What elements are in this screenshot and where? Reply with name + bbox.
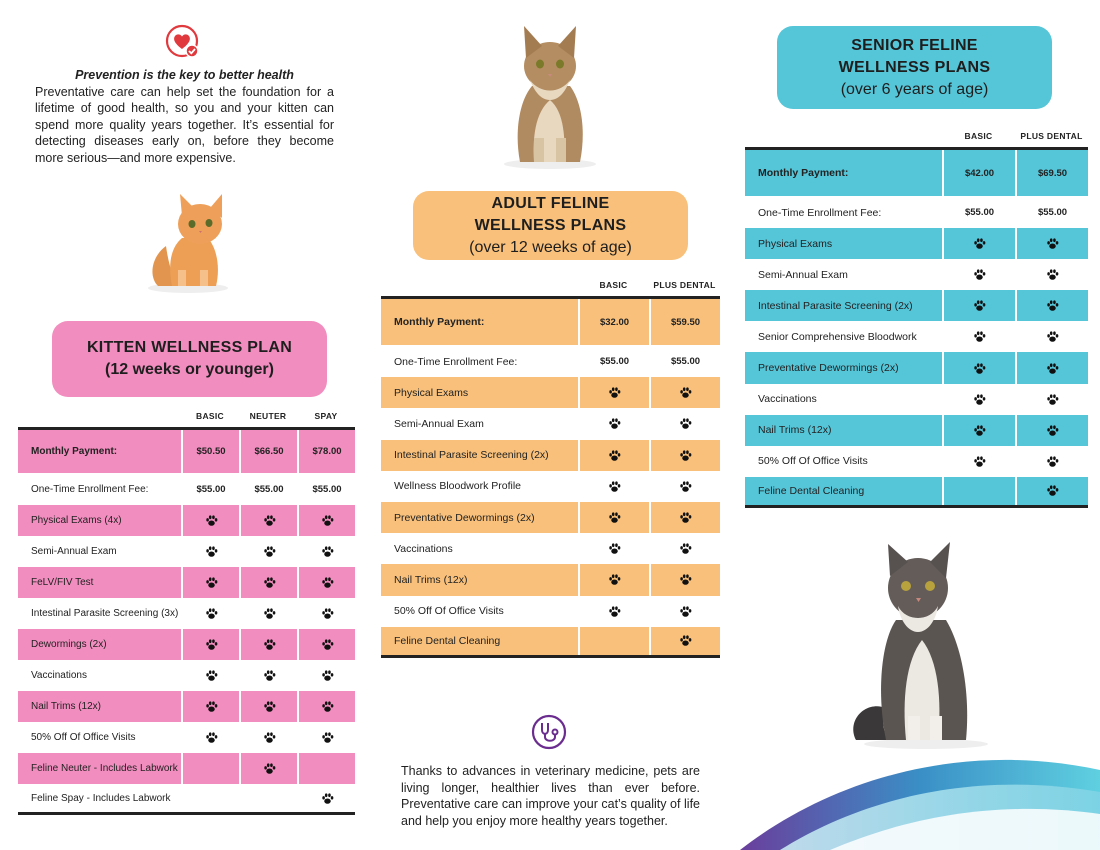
- enrollment-fee-row: [18, 474, 355, 505]
- included-cell: [181, 660, 239, 691]
- paw-icon: [1046, 268, 1059, 281]
- benefit-row: [745, 321, 1088, 352]
- included-cell: [942, 384, 1015, 415]
- column-headers: [381, 274, 720, 296]
- paw-icon: [263, 731, 276, 744]
- paw-icon: [205, 638, 218, 651]
- adult-title-line1: ADULT FELINE: [491, 194, 610, 212]
- included-cell: [297, 598, 355, 629]
- included-cell: [1015, 415, 1088, 446]
- paw-icon: [321, 607, 334, 620]
- paw-icon: [321, 638, 334, 651]
- row-label: Physical Exams: [758, 237, 833, 250]
- benefit-row: [18, 505, 355, 536]
- adult-title-line3: (over 12 weeks of age): [469, 238, 632, 256]
- included-cell: [942, 321, 1015, 352]
- included-cell: [239, 691, 297, 722]
- benefit-row: [18, 753, 355, 784]
- row-label: Monthly Payment:: [758, 167, 849, 179]
- included-cell: [1015, 290, 1088, 321]
- included-cell: [1015, 259, 1088, 290]
- included-cell: [942, 228, 1015, 259]
- benefit-row: [381, 408, 720, 439]
- paw-icon: [263, 514, 276, 527]
- column-header: BASIC: [964, 131, 993, 141]
- paw-icon: [321, 576, 334, 589]
- paw-icon: [973, 393, 986, 406]
- monthly-payment-row: [381, 296, 720, 346]
- included-cell: [578, 408, 649, 439]
- wave-decoration: [740, 740, 1100, 850]
- row-label: Physical Exams: [394, 386, 469, 399]
- row-label: Physical Exams (4x): [31, 515, 122, 526]
- included-cell: [239, 722, 297, 753]
- row-label: Feline Neuter - Includes Labwork: [31, 763, 178, 774]
- included-cell: [578, 596, 649, 627]
- benefit-row: [381, 627, 720, 658]
- empty-cell: [297, 753, 355, 784]
- paw-icon: [263, 700, 276, 713]
- enrollment-fee-row: [745, 197, 1088, 228]
- adult-plan-title: [413, 191, 688, 260]
- included-cell: [578, 564, 649, 595]
- included-cell: [239, 598, 297, 629]
- column-header: NEUTER: [249, 411, 287, 421]
- included-cell: [649, 627, 720, 655]
- paw-icon: [321, 669, 334, 682]
- included-cell: [1015, 477, 1088, 505]
- row-label: Feline Dental Cleaning: [394, 634, 501, 647]
- kitten-title-line2: (12 weeks or younger): [105, 361, 274, 378]
- paw-icon: [1046, 237, 1059, 250]
- price-cell: $55.00: [1015, 197, 1088, 228]
- included-cell: [181, 505, 239, 536]
- benefit-row: [381, 533, 720, 564]
- paw-icon: [1046, 330, 1059, 343]
- included-cell: [181, 536, 239, 567]
- included-cell: [649, 377, 720, 408]
- monthly-payment-row: [745, 147, 1088, 197]
- paw-icon: [608, 542, 621, 555]
- row-label: Preventative Dewormings (2x): [394, 511, 535, 524]
- paw-icon: [679, 449, 692, 462]
- row-label: Feline Dental Cleaning: [758, 484, 865, 497]
- price-cell: $78.00: [297, 430, 355, 473]
- benefit-row: [745, 259, 1088, 290]
- senior-title-line1: SENIOR FELINE: [851, 36, 978, 54]
- benefit-row: [381, 596, 720, 627]
- included-cell: [649, 564, 720, 595]
- senior-cat-photo: [846, 540, 996, 750]
- included-cell: [942, 352, 1015, 383]
- benefit-row: [745, 352, 1088, 383]
- included-cell: [942, 290, 1015, 321]
- row-label: Nail Trims (12x): [394, 573, 468, 586]
- column-headers: [18, 405, 355, 427]
- included-cell: [239, 567, 297, 598]
- benefit-row: [381, 502, 720, 533]
- paw-icon: [321, 514, 334, 527]
- price-cell: $59.50: [649, 299, 720, 345]
- row-label: One-Time Enrollment Fee:: [394, 355, 518, 368]
- benefit-row: [18, 784, 355, 815]
- intro-body: Preventative care can help set the foundation for a lifetime of good health, so you and your kitten can spend more quality years together. It’s essential for detecting diseases early on, before they become more serious—and more expensive.: [35, 84, 334, 165]
- monthly-payment-row: [18, 427, 355, 474]
- included-cell: [239, 505, 297, 536]
- price-cell: $55.00: [942, 197, 1015, 228]
- paw-icon: [205, 576, 218, 589]
- benefit-row: [381, 471, 720, 502]
- included-cell: [942, 446, 1015, 477]
- row-label: 50% Off Of Office Visits: [31, 732, 136, 743]
- included-cell: [578, 502, 649, 533]
- included-cell: [1015, 321, 1088, 352]
- row-label: Feline Spay - Includes Labwork: [31, 792, 171, 804]
- price-cell: $66.50: [239, 430, 297, 473]
- included-cell: [239, 536, 297, 567]
- empty-cell: [578, 627, 649, 655]
- row-label: One-Time Enrollment Fee:: [758, 206, 882, 219]
- paw-icon: [608, 386, 621, 399]
- senior-plan-title: [777, 26, 1052, 109]
- price-cell: $69.50: [1015, 150, 1088, 196]
- row-label: Wellness Bloodwork Profile: [394, 480, 522, 493]
- paw-icon: [1046, 484, 1059, 497]
- empty-cell: [239, 784, 297, 812]
- included-cell: [297, 505, 355, 536]
- adult-title-line2: WELLNESS PLANS: [474, 216, 627, 234]
- paw-icon: [1046, 299, 1059, 312]
- benefit-row: [745, 415, 1088, 446]
- column-header: BASIC: [196, 411, 224, 421]
- row-label: Vaccinations: [394, 542, 453, 555]
- empty-cell: [942, 477, 1015, 505]
- row-label: Intestinal Parasite Screening (2x): [394, 449, 549, 462]
- paw-icon: [205, 700, 218, 713]
- row-label: Intestinal Parasite Screening (2x): [758, 299, 913, 312]
- included-cell: [1015, 352, 1088, 383]
- included-cell: [942, 259, 1015, 290]
- paw-icon: [321, 545, 334, 558]
- row-label: Preventative Dewormings (2x): [758, 362, 899, 375]
- paw-icon: [608, 605, 621, 618]
- paw-icon: [205, 669, 218, 682]
- senior-plan-table: [745, 125, 1088, 508]
- benefit-row: [381, 440, 720, 471]
- included-cell: [578, 471, 649, 502]
- paw-icon: [973, 455, 986, 468]
- empty-cell: [181, 784, 239, 812]
- benefit-row: [381, 377, 720, 408]
- price-cell: $55.00: [239, 474, 297, 505]
- paw-icon: [1046, 362, 1059, 375]
- row-label: Vaccinations: [31, 670, 87, 681]
- included-cell: [1015, 384, 1088, 415]
- included-cell: [239, 629, 297, 660]
- included-cell: [297, 660, 355, 691]
- included-cell: [649, 408, 720, 439]
- senior-title-line3: (over 6 years of age): [840, 80, 989, 98]
- paw-icon: [679, 480, 692, 493]
- paw-icon: [973, 330, 986, 343]
- row-label: Monthly Payment:: [31, 446, 118, 457]
- paw-icon: [973, 237, 986, 250]
- row-label: Nail Trims (12x): [758, 424, 832, 437]
- included-cell: [942, 415, 1015, 446]
- paw-icon: [1046, 393, 1059, 406]
- included-cell: [578, 377, 649, 408]
- row-label: 50% Off Of Office Visits: [394, 605, 504, 618]
- included-cell: [239, 660, 297, 691]
- paw-icon: [263, 762, 276, 775]
- included-cell: [297, 722, 355, 753]
- stethoscope-icon: [531, 714, 567, 750]
- intro-title: Prevention is the key to better health: [75, 68, 294, 82]
- row-label: Intestinal Parasite Screening (3x): [31, 608, 179, 619]
- column-header: PLUS DENTAL: [1020, 131, 1083, 141]
- included-cell: [297, 691, 355, 722]
- row-label: Senior Comprehensive Bloodwork: [758, 330, 917, 343]
- price-cell: $42.00: [942, 150, 1015, 196]
- row-label: Monthly Payment:: [394, 316, 485, 328]
- paw-icon: [679, 634, 692, 647]
- included-cell: [1015, 446, 1088, 477]
- included-cell: [181, 691, 239, 722]
- price-cell: $55.00: [181, 474, 239, 505]
- included-cell: [649, 502, 720, 533]
- included-cell: [181, 722, 239, 753]
- row-label: Nail Trims (12x): [31, 701, 102, 712]
- heart-check-icon: [165, 24, 201, 60]
- benefit-row: [18, 567, 355, 598]
- paw-icon: [973, 299, 986, 312]
- paw-icon: [608, 573, 621, 586]
- paw-icon: [263, 545, 276, 558]
- column-header: SPAY: [314, 411, 338, 421]
- column-headers: [745, 125, 1088, 147]
- benefit-row: [745, 446, 1088, 477]
- paw-icon: [679, 605, 692, 618]
- benefit-row: [18, 598, 355, 629]
- row-label: Vaccinations: [758, 393, 817, 406]
- row-label: One-Time Enrollment Fee:: [31, 484, 149, 495]
- paw-icon: [608, 511, 621, 524]
- included-cell: [297, 629, 355, 660]
- paw-icon: [263, 638, 276, 651]
- intro-text-block: [35, 67, 334, 167]
- paw-icon: [973, 424, 986, 437]
- benefit-row: [745, 290, 1088, 321]
- included-cell: [239, 753, 297, 784]
- paw-icon: [973, 268, 986, 281]
- included-cell: [181, 567, 239, 598]
- empty-cell: [181, 753, 239, 784]
- row-label: Semi-Annual Exam: [758, 268, 848, 281]
- senior-title-line2: WELLNESS PLANS: [838, 58, 991, 76]
- paw-icon: [973, 362, 986, 375]
- row-label: 50% Off Of Office Visits: [758, 455, 868, 468]
- paw-icon: [608, 480, 621, 493]
- included-cell: [649, 471, 720, 502]
- column-header: PLUS DENTAL: [653, 280, 716, 290]
- paw-icon: [321, 731, 334, 744]
- paw-icon: [205, 514, 218, 527]
- included-cell: [578, 440, 649, 471]
- kitten-title-line1: KITTEN WELLNESS PLAN: [86, 339, 293, 356]
- benefit-row: [18, 629, 355, 660]
- paw-icon: [608, 417, 621, 430]
- price-cell: $50.50: [181, 430, 239, 473]
- row-label: Semi-Annual Exam: [31, 546, 117, 557]
- paw-icon: [205, 545, 218, 558]
- price-cell: $32.00: [578, 299, 649, 345]
- paw-icon: [679, 386, 692, 399]
- benefit-row: [745, 228, 1088, 259]
- price-cell: $55.00: [649, 346, 720, 377]
- included-cell: [297, 536, 355, 567]
- included-cell: [1015, 228, 1088, 259]
- paw-icon: [321, 700, 334, 713]
- price-cell: $55.00: [297, 474, 355, 505]
- row-label: Semi-Annual Exam: [394, 417, 484, 430]
- kitten-plan-table: [18, 405, 355, 815]
- included-cell: [297, 784, 355, 812]
- paw-icon: [1046, 424, 1059, 437]
- paw-icon: [1046, 455, 1059, 468]
- included-cell: [649, 440, 720, 471]
- adult-plan-table: [381, 274, 720, 658]
- included-cell: [181, 629, 239, 660]
- benefit-row: [381, 564, 720, 595]
- benefit-row: [745, 477, 1088, 508]
- paw-icon: [608, 449, 621, 462]
- price-cell: $55.00: [578, 346, 649, 377]
- paw-icon: [679, 573, 692, 586]
- paw-icon: [679, 542, 692, 555]
- paw-icon: [679, 417, 692, 430]
- benefit-row: [18, 660, 355, 691]
- outro-text: Thanks to advances in veterinary medicine, pets are living longer, healthier lives than ever before. Preventative care can improve your cat’s quality of life and help you enjoy more healthy years together.: [401, 764, 700, 828]
- enrollment-fee-row: [381, 346, 720, 377]
- paw-icon: [321, 792, 334, 805]
- paw-icon: [263, 576, 276, 589]
- row-label: Dewormings (2x): [31, 639, 107, 650]
- paw-icon: [263, 669, 276, 682]
- adult-cat-photo: [490, 20, 610, 170]
- included-cell: [578, 533, 649, 564]
- paw-icon: [679, 511, 692, 524]
- included-cell: [649, 533, 720, 564]
- paw-icon: [205, 731, 218, 744]
- kitten-plan-title: [52, 321, 327, 397]
- paw-icon: [263, 607, 276, 620]
- included-cell: [181, 598, 239, 629]
- included-cell: [297, 567, 355, 598]
- included-cell: [649, 596, 720, 627]
- benefit-row: [745, 384, 1088, 415]
- column-header: BASIC: [599, 280, 628, 290]
- benefit-row: [18, 691, 355, 722]
- benefit-row: [18, 722, 355, 753]
- benefit-row: [18, 536, 355, 567]
- kitten-photo: [138, 186, 234, 294]
- paw-icon: [205, 607, 218, 620]
- row-label: FeLV/FIV Test: [31, 577, 94, 588]
